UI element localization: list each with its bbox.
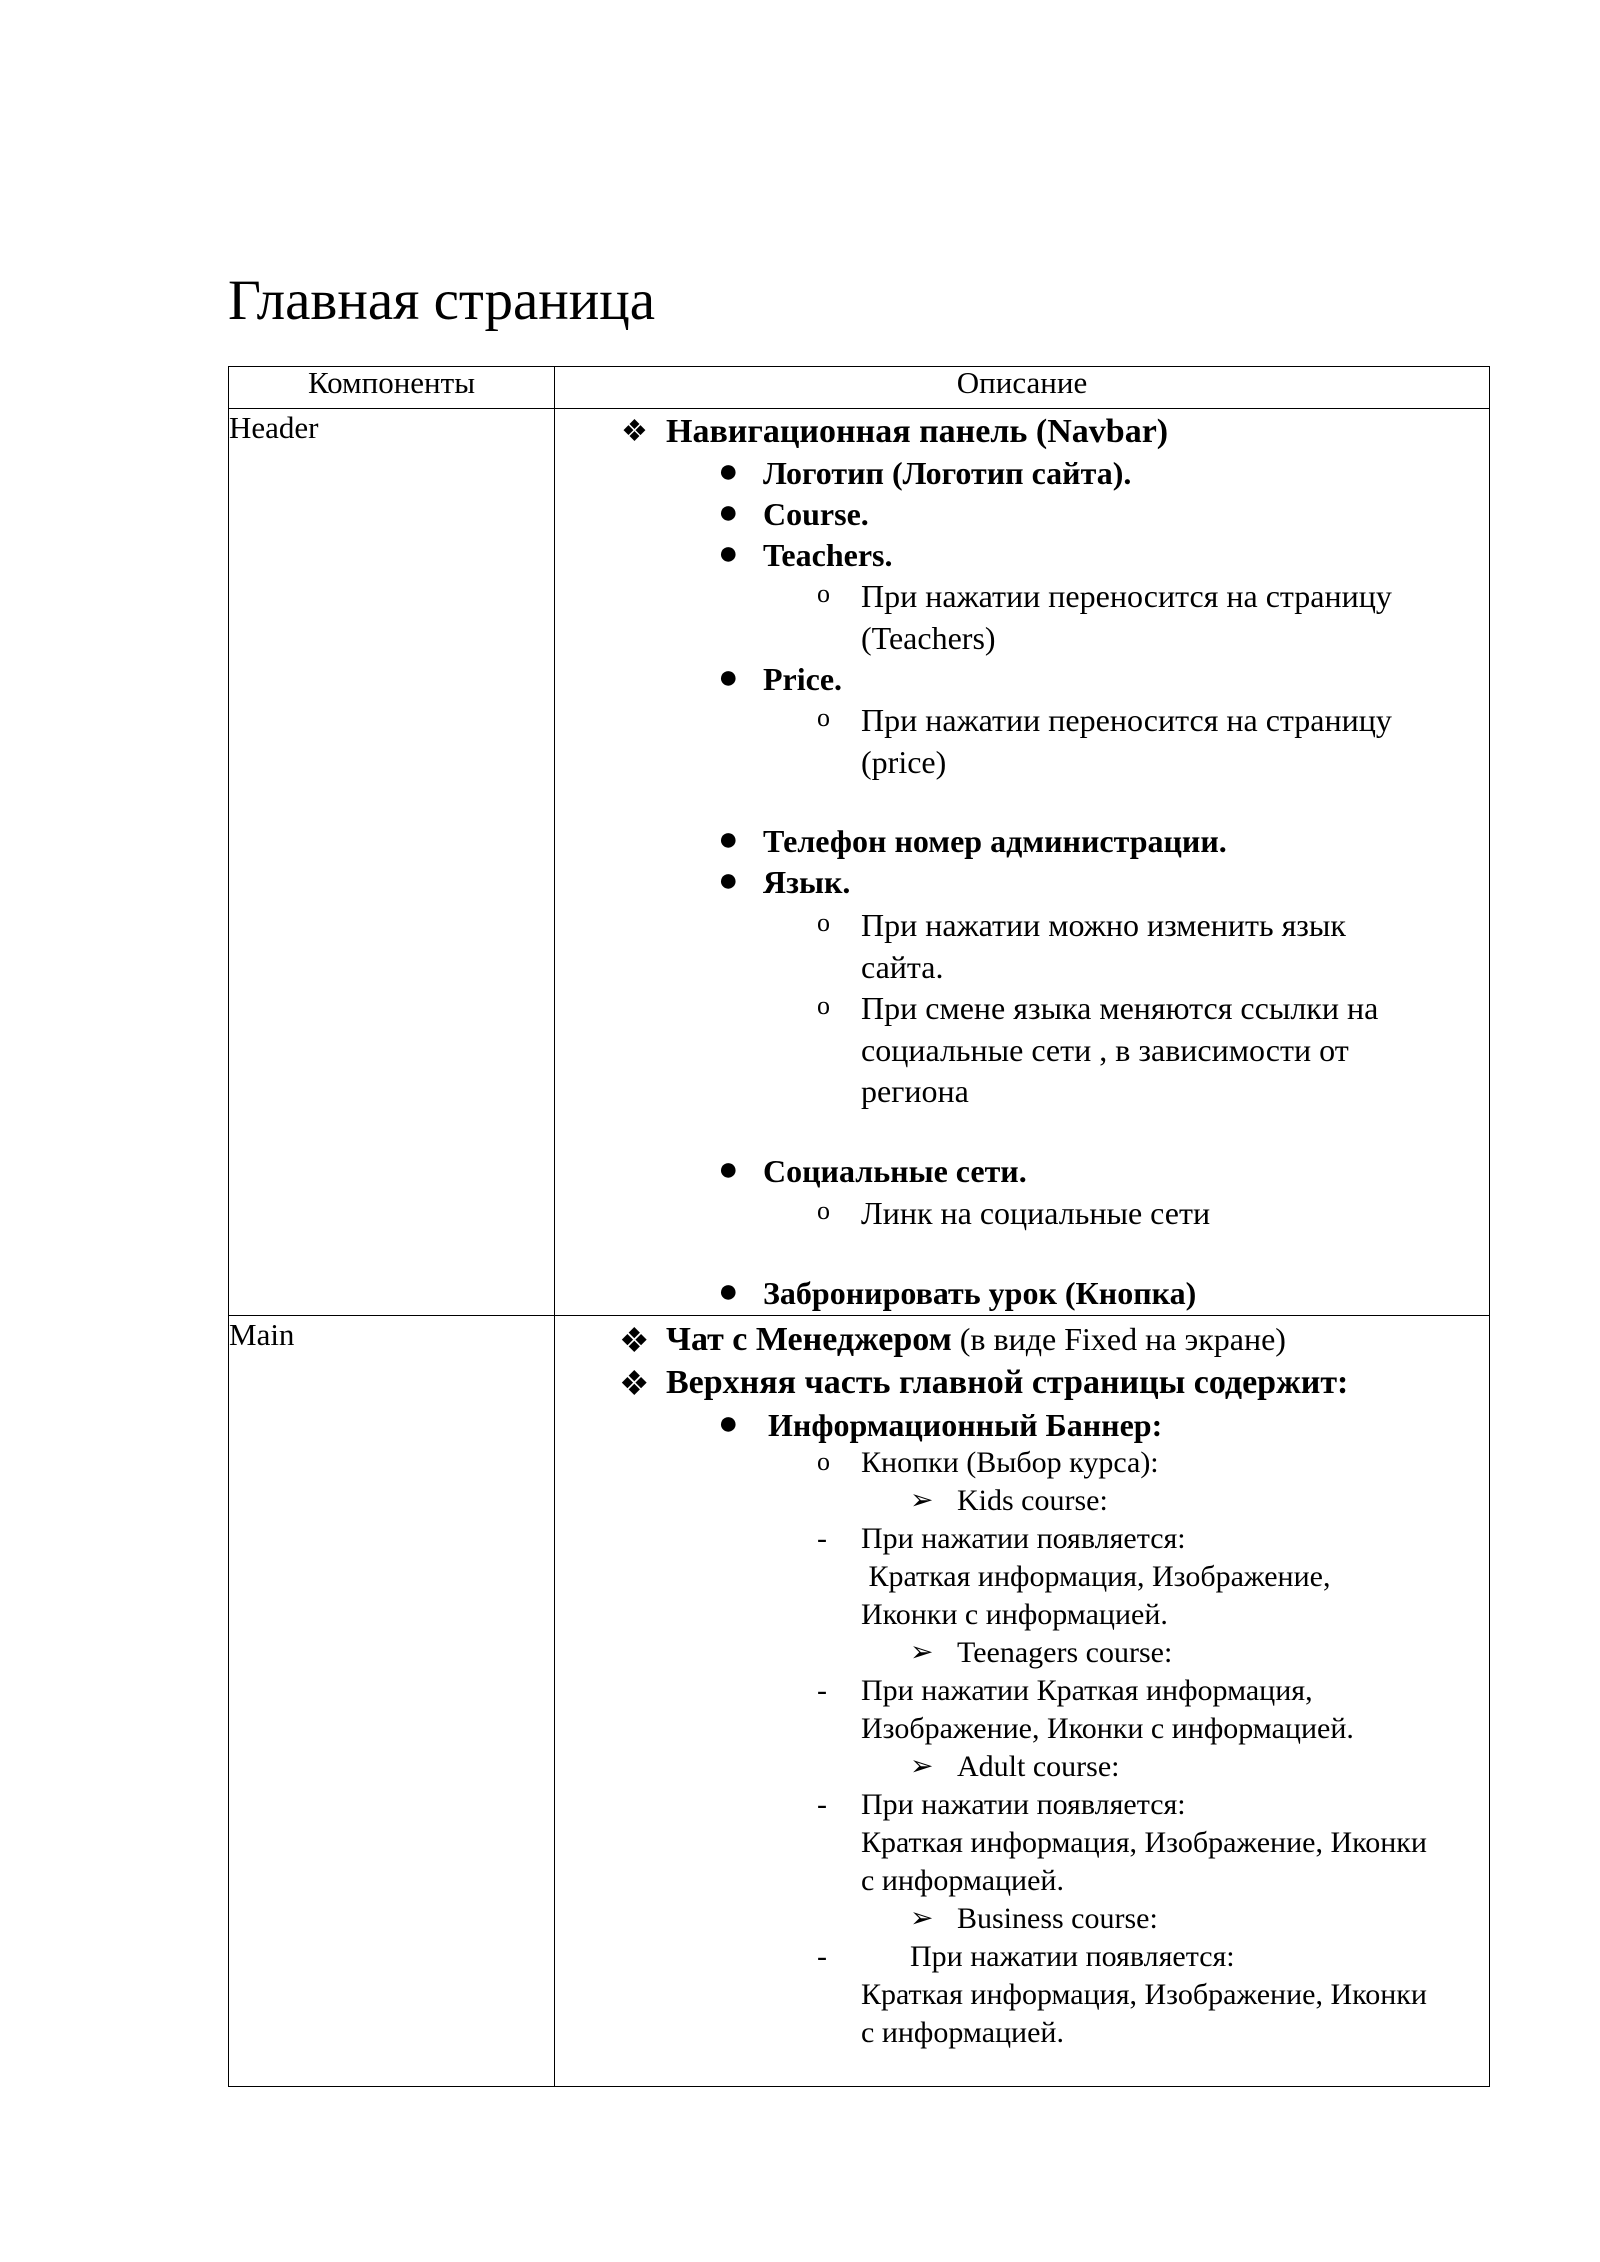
business-line-1: При нажатии появляется:	[910, 1940, 1235, 1973]
description-main	[555, 1316, 1490, 2087]
bullet-icon: ●	[718, 453, 739, 490]
component-name-main: Main	[229, 1316, 555, 2087]
business-line-2: Краткая информация, Изображение, Иконки	[861, 1978, 1427, 2011]
component-name-header: Header	[229, 409, 555, 1316]
language-note-b-line-3: региона	[861, 1073, 969, 1109]
kids-course-label: Kids course:	[957, 1484, 1108, 1517]
item-course: Course.	[763, 496, 869, 532]
circle-bullet-icon: o	[817, 703, 830, 732]
bullet-icon: ●	[718, 494, 739, 531]
arrow-bullet-icon: ➢	[910, 1637, 934, 1668]
language-note-a-line-1: При нажатии можно изменить язык	[861, 907, 1346, 943]
circle-bullet-icon: o	[817, 579, 830, 608]
item-teachers: Teachers.	[763, 537, 893, 573]
teachers-note-line-1: При нажатии переносится на страницу	[861, 578, 1392, 614]
chat-manager-title: Чат с Менеджером	[666, 1321, 952, 1358]
bullet-icon: ●	[718, 1405, 739, 1442]
components-table	[228, 366, 1490, 2087]
column-header-components: Компоненты	[229, 367, 555, 409]
table-row-main	[229, 1316, 1490, 2087]
banner-title: Информационный Баннер:	[768, 1407, 1163, 1443]
bullet-icon: ●	[718, 862, 739, 899]
arrow-bullet-icon: ➢	[910, 1485, 934, 1516]
diamond-bullet-icon: ❖	[619, 1323, 650, 1360]
bullet-icon: ●	[718, 821, 739, 858]
chat-manager-note: (в виде Fixed на экране)	[951, 1321, 1286, 1357]
circle-bullet-icon: o	[817, 991, 830, 1020]
page-title: Главная страница	[228, 269, 656, 332]
item-phone: Телефон номер администрации.	[763, 823, 1227, 859]
diamond-bullet-icon: ❖	[619, 1366, 650, 1403]
language-note-a-line-2: сайта.	[861, 949, 944, 985]
adult-line-1: При нажатии появляется:	[861, 1788, 1186, 1821]
item-price: Price.	[763, 661, 843, 697]
table-row-header	[229, 409, 1490, 1316]
adult-course-label: Adult course:	[957, 1750, 1120, 1783]
item-social: Социальные сети.	[763, 1153, 1027, 1189]
arrow-bullet-icon: ➢	[910, 1903, 934, 1934]
teens-line-2: Изображение, Иконки с информацией.	[861, 1712, 1354, 1745]
language-note-b-line-1: При смене языка меняются ссылки на	[861, 990, 1379, 1026]
kids-line-3: Иконки с информацией.	[861, 1598, 1168, 1631]
arrow-bullet-icon: ➢	[910, 1751, 934, 1782]
bullet-icon: ●	[718, 535, 739, 572]
item-book-lesson: Забронировать урок (Кнопка)	[763, 1275, 1197, 1311]
teachers-note-line-2: (Teachers)	[861, 620, 996, 656]
adult-line-2: Краткая информация, Изображение, Иконки	[861, 1826, 1427, 1859]
circle-bullet-icon: o	[817, 908, 830, 937]
bullet-icon: ●	[718, 1151, 739, 1188]
top-part-title: Верхняя часть главной страницы содержит:	[666, 1364, 1349, 1401]
teens-course-label: Teenagers course:	[957, 1636, 1173, 1669]
circle-bullet-icon: o	[817, 1196, 830, 1225]
teens-line-1: При нажатии Краткая информация,	[861, 1674, 1313, 1707]
chat-manager-line	[666, 1323, 1286, 1357]
adult-line-3: с информацией.	[861, 1864, 1064, 1897]
price-note-line-1: При нажатии переносится на страницу	[861, 702, 1392, 738]
business-course-label: Business course:	[957, 1902, 1158, 1935]
column-header-description: Описание	[555, 367, 1490, 409]
item-language: Язык.	[763, 864, 851, 900]
item-logo: Логотип (Логотип сайта).	[763, 455, 1132, 491]
dash-bullet-icon: -	[817, 1674, 827, 1707]
dash-bullet-icon: -	[817, 1522, 827, 1555]
description-header	[555, 409, 1490, 1316]
diamond-bullet-icon: ❖	[621, 415, 648, 448]
kids-line-2: Краткая информация, Изображение,	[861, 1560, 1331, 1593]
dash-bullet-icon: -	[817, 1788, 827, 1821]
dash-bullet-icon: -	[817, 1940, 827, 1973]
bullet-icon: ●	[718, 659, 739, 696]
circle-bullet-icon: o	[817, 1447, 830, 1476]
business-line-3: с информацией.	[861, 2016, 1064, 2049]
bullet-icon: ●	[718, 1273, 739, 1310]
social-note: Линк на социальные сети	[861, 1195, 1211, 1231]
buttons-label: Кнопки (Выбор курса):	[861, 1446, 1159, 1479]
navbar-title: Навигационная панель (Navbar)	[666, 413, 1169, 450]
kids-line-1: При нажатии появляется:	[861, 1522, 1186, 1555]
price-note-line-2: (price)	[861, 744, 947, 780]
language-note-b-line-2: социальные сети , в зависимости от	[861, 1032, 1349, 1068]
